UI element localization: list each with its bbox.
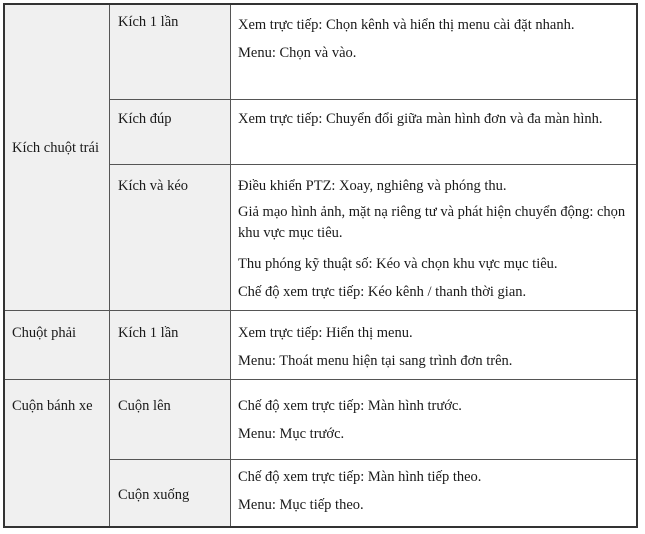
description-line: Chế độ xem trực tiếp: Màn hình trước.: [238, 398, 462, 414]
description-line: Menu: Chọn và vào.: [238, 45, 357, 61]
description-line: Điều khiển PTZ: Xoay, nghiêng và phóng thu.: [238, 178, 507, 194]
description-line: Chế độ xem trực tiếp: Màn hình tiếp theo.: [238, 469, 482, 485]
description-line: Xem trực tiếp: Chọn kênh và hiển thị menu cài đặt nhanh.: [238, 17, 575, 33]
description-line: Xem trực tiếp: Hiển thị menu.: [238, 325, 413, 341]
description-line: Thu phóng kỹ thuật số: Kéo và chọn khu vực mục tiêu.: [238, 256, 558, 272]
action-column: [5, 5, 110, 526]
trigger-label: Kích đúp: [118, 111, 172, 127]
trigger-cell: [110, 311, 231, 379]
action-label-left-click: Kích chuột trái: [12, 140, 99, 156]
trigger-label: Kích 1 lần: [118, 325, 179, 341]
description-line: Menu: Mục trước.: [238, 426, 345, 442]
trigger-label: Cuộn xuống: [118, 487, 190, 503]
trigger-label: Kích 1 lần: [118, 14, 179, 30]
trigger-label: Cuộn lên: [118, 398, 171, 414]
trigger-cell: [110, 380, 231, 459]
description-line: Xem trực tiếp: Chuyển đổi giữa màn hình đơn và đa màn hình.: [238, 111, 603, 127]
action-label-right-click: Chuột phải: [12, 325, 77, 341]
description-line: Menu: Mục tiếp theo.: [238, 497, 364, 513]
action-label-scroll-wheel: Cuộn bánh xe: [12, 398, 93, 414]
trigger-label: Kích và kéo: [118, 178, 189, 194]
description-line: Chế độ xem trực tiếp: Kéo kênh / thanh thời gian.: [238, 284, 527, 300]
description-line: Menu: Thoát menu hiện tại sang trình đơn trên.: [238, 353, 513, 369]
description-cell: [231, 380, 636, 459]
mouse-operations-table: [3, 3, 638, 528]
description-line: Giả mạo hình ảnh, mặt nạ riêng tư và phát hiện chuyển động: chọn khu vực mục tiêu.: [238, 204, 626, 241]
